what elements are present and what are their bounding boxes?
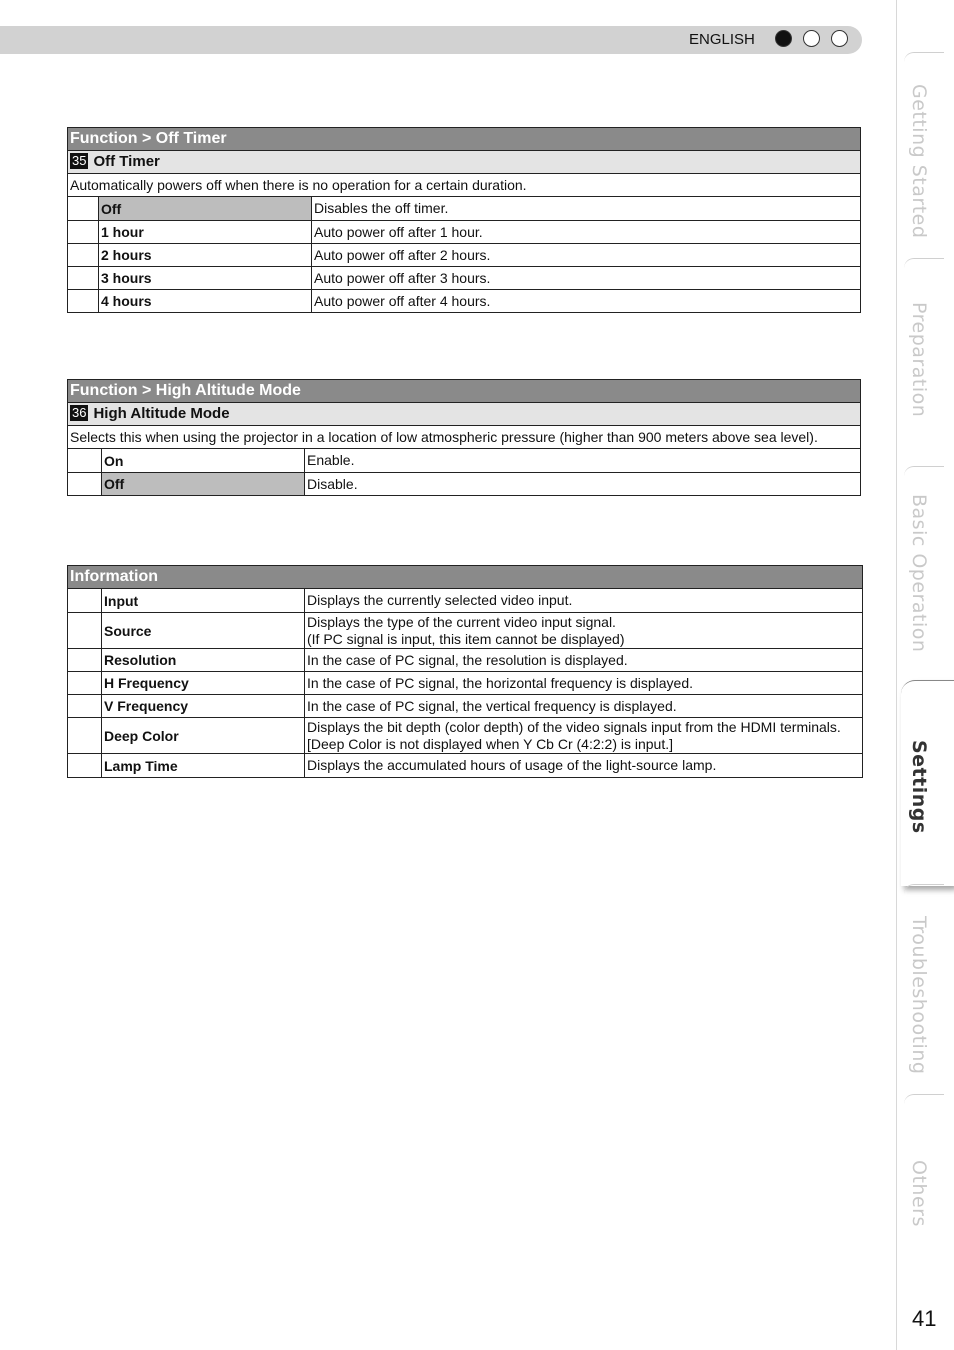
option-key: 1 hour — [98, 221, 312, 243]
high-altitude-title: High Altitude Mode — [93, 405, 230, 422]
table-row — [68, 671, 862, 694]
option-key: 3 hours — [98, 267, 312, 289]
option-key: 4 hours — [98, 290, 312, 312]
info-value-line: Displays the type of the current video input signal. — [307, 613, 616, 630]
info-value — [305, 718, 862, 753]
info-key: V Frequency — [101, 695, 305, 717]
info-value-note: (If PC signal is input, this item cannot be displayed) — [307, 630, 625, 647]
tab-settings[interactable]: Settings — [908, 740, 930, 834]
option-key: On — [101, 449, 305, 472]
info-value — [305, 613, 862, 648]
info-value-line: Displays the bit depth (color depth) of the video signals input from the HDMI terminals. — [307, 718, 841, 735]
off-timer-title-row — [68, 151, 860, 174]
info-key: Resolution — [101, 649, 305, 671]
option-value: Auto power off after 2 hours. — [314, 246, 491, 263]
off-timer-title: Off Timer — [93, 153, 160, 170]
info-key: Deep Color — [101, 718, 305, 753]
info-value: Displays the accumulated hours of usage of the light-source lamp. — [307, 757, 717, 773]
page-indicator-dot-2 — [803, 30, 820, 47]
option-key: Off — [98, 197, 312, 220]
info-value-note: [Deep Color is not displayed when Y Cb Cr (4:2:2) is input.] — [307, 735, 674, 752]
high-altitude-title-row — [68, 403, 860, 426]
info-key: H Frequency — [101, 672, 305, 694]
table-row — [68, 197, 860, 220]
option-value: Enable. — [307, 452, 355, 468]
info-key: Lamp Time — [101, 754, 305, 777]
high-altitude-table — [67, 379, 861, 496]
tab-getting-started[interactable]: Getting Started — [908, 84, 930, 239]
table-row — [68, 717, 862, 753]
item-number-badge: 36 — [72, 405, 87, 420]
info-value: In the case of PC signal, the vertical frequency is displayed. — [307, 697, 677, 714]
item-number-badge: 35 — [72, 153, 87, 168]
info-value: In the case of PC signal, the horizontal frequency is displayed. — [307, 674, 693, 691]
off-timer-heading: Function > Off Timer — [68, 128, 860, 151]
table-row — [68, 449, 860, 472]
off-timer-options — [68, 197, 860, 312]
off-timer-description: Automatically powers off when there is no operation for a certain duration. — [68, 174, 860, 197]
option-key: Off — [101, 473, 305, 495]
table-row — [68, 589, 862, 612]
option-value: Auto power off after 1 hour. — [314, 223, 483, 240]
table-row — [68, 289, 860, 312]
page-number: 41 — [912, 1306, 937, 1331]
option-value: Disable. — [307, 475, 358, 492]
tab-others[interactable]: Others — [908, 1160, 930, 1227]
info-key: Source — [101, 613, 305, 648]
table-row — [68, 694, 862, 717]
option-value: Auto power off after 3 hours. — [314, 269, 491, 286]
information-rows — [68, 589, 862, 777]
high-altitude-description: Selects this when using the projector in a location of low atmospheric pressure (higher than 900 meters above sea level). — [68, 426, 860, 449]
tab-preparation[interactable]: Preparation — [908, 302, 930, 418]
tab-troubleshooting[interactable]: Troubleshooting — [908, 916, 930, 1075]
information-heading: Information — [68, 566, 862, 589]
info-value: In the case of PC signal, the resolution is displayed. — [307, 651, 628, 668]
page-indicator-dot-3 — [831, 30, 848, 47]
table-row — [68, 220, 860, 243]
information-table — [67, 565, 863, 778]
option-value: Auto power off after 4 hours. — [314, 292, 491, 309]
tab-basic-operation[interactable]: Basic Operation — [908, 494, 930, 653]
language-label: ENGLISH — [689, 31, 755, 48]
table-row — [68, 753, 862, 777]
table-row — [68, 472, 860, 495]
table-row — [68, 266, 860, 289]
table-row — [68, 612, 862, 648]
page-indicator-dot-1 — [775, 30, 792, 47]
option-value: Disables the off timer. — [314, 200, 449, 216]
table-row — [68, 648, 862, 671]
option-key: 2 hours — [98, 244, 312, 266]
high-altitude-options — [68, 449, 860, 495]
info-key: Input — [101, 589, 305, 612]
info-value: Displays the currently selected video input. — [307, 592, 573, 608]
table-row — [68, 243, 860, 266]
off-timer-table — [67, 127, 861, 313]
high-altitude-heading: Function > High Altitude Mode — [68, 380, 860, 403]
